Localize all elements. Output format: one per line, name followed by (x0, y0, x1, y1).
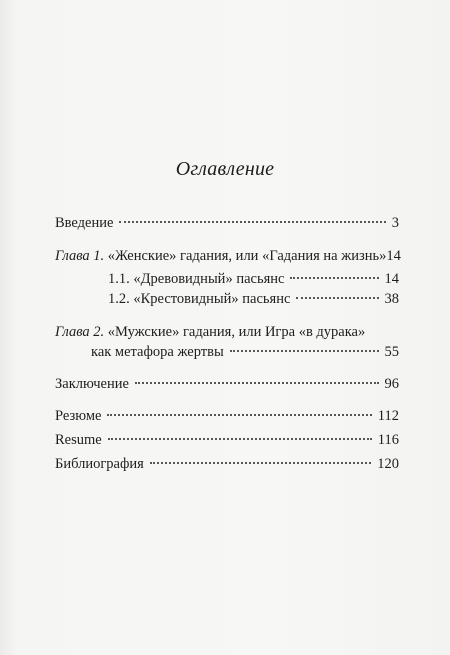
toc-entry-bibliography (55, 455, 399, 473)
toc-entry-label (55, 247, 386, 265)
toc-entry-page: 116 (377, 432, 399, 448)
toc-entry-chapter-2-cont (91, 343, 399, 361)
toc-entry-page: 96 (384, 376, 399, 392)
chapter-prefix: Глава 2. (55, 324, 105, 340)
toc-entry-page: 55 (384, 344, 399, 360)
dot-leader (150, 462, 371, 464)
toc-entry-section-1-1 (108, 270, 399, 288)
dot-leader (230, 350, 379, 352)
toc-entry-page: 112 (377, 408, 399, 424)
toc-entry-introduction (55, 214, 399, 232)
dot-leader (290, 277, 378, 279)
toc-entry-page: 3 (391, 215, 399, 231)
toc-entry-label: Резюме (55, 408, 102, 424)
chapter-prefix: Глава 1. (55, 248, 105, 264)
dot-leader (107, 414, 371, 416)
toc-entry-summary-en (55, 431, 399, 449)
toc-entry-section-1-2 (108, 290, 399, 308)
toc-entry-label: Библиография (55, 456, 144, 472)
toc-entry-label: 1.2. «Крестовидный» пасьянс (108, 291, 291, 307)
dot-leader (296, 297, 378, 299)
toc-entry-chapter-2 (55, 323, 399, 341)
toc-entry-label (55, 323, 365, 341)
chapter-title: «Женские» гадания, или «Гадания на жизнь» (104, 248, 387, 264)
toc-entry-label: 1.1. «Древовидный» пасьянс (108, 271, 285, 287)
toc-entry-label: Заключение (55, 376, 129, 392)
toc-entry-page: 38 (384, 291, 399, 307)
dot-leader (119, 221, 385, 223)
toc-entry-page: 14 (384, 271, 399, 287)
toc-entry-label: Resume (55, 432, 102, 448)
toc-entry-page: 14 (386, 248, 401, 264)
toc-entry-conclusion (55, 375, 399, 393)
dot-leader (108, 438, 372, 440)
toc-title: Оглавление (175, 158, 275, 180)
toc-entry-page: 120 (377, 456, 399, 472)
toc-entry-label: Введение (55, 215, 114, 231)
toc-entry-summary-ru (55, 407, 399, 425)
chapter-title: «Мужские» гадания, или Игра «в дурака» (104, 324, 366, 340)
toc-entry-label: как метафора жертвы (91, 344, 224, 360)
toc-entry-chapter-1 (55, 247, 399, 265)
dot-leader (135, 382, 379, 384)
